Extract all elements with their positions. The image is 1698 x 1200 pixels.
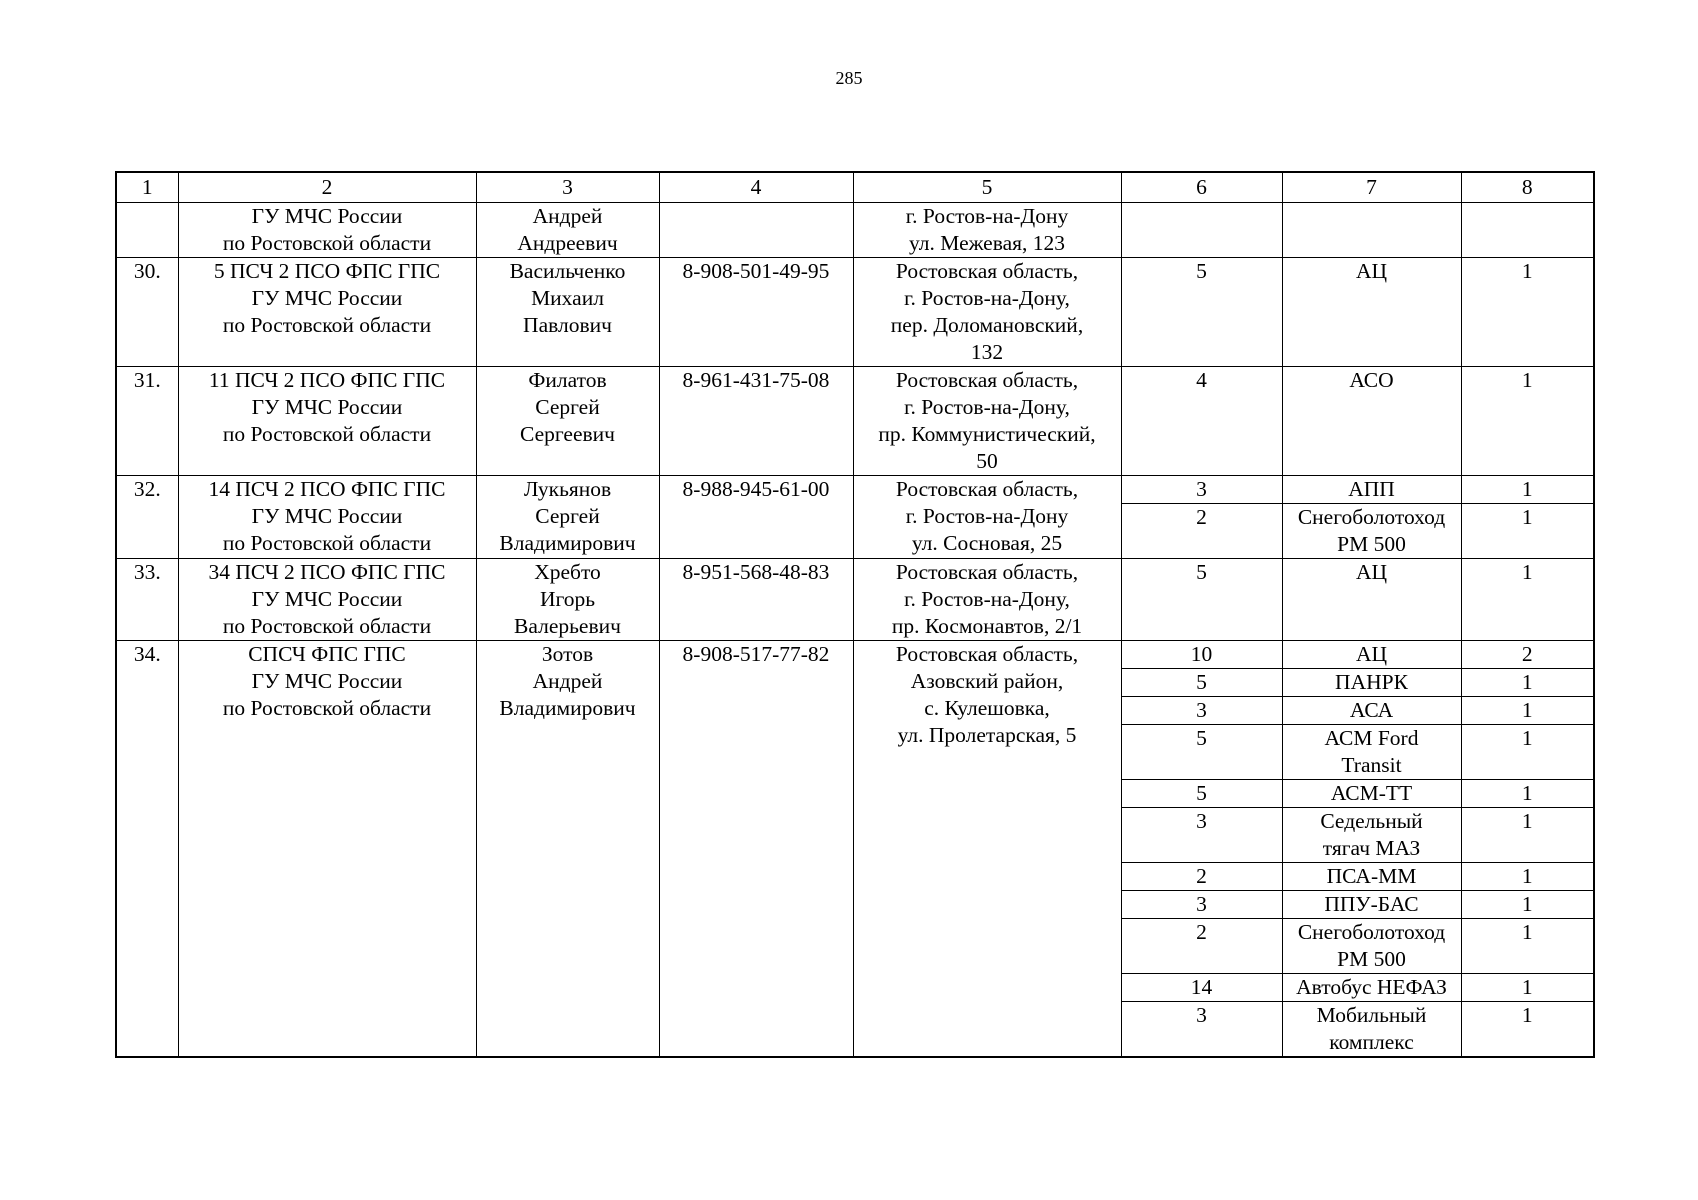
vehicle-type-cell — [1282, 669, 1461, 697]
address-line: с. Кулешовка, — [924, 696, 1050, 720]
person-name-cell-line: Михаил — [531, 286, 604, 310]
phone-cell: 8-961-431-75-08 — [659, 367, 853, 476]
header-cell: 7 — [1282, 172, 1461, 203]
crew-count-cell: 5 — [1121, 780, 1282, 808]
vehicle-type-cell — [1282, 258, 1461, 367]
vehicle-count-cell: 1 — [1461, 919, 1594, 974]
person-name-cell — [476, 559, 659, 641]
address-line: пр. Космонавтов, 2/1 — [891, 614, 1083, 638]
person-name-cell — [476, 476, 659, 559]
row-number-cell: 33. — [116, 559, 178, 641]
header-cell: 6 — [1121, 172, 1282, 203]
crew-count-cell: 3 — [1121, 476, 1282, 504]
organization-cell-line: по Ростовской области — [222, 531, 432, 555]
person-name-cell-line: Сергеевич — [520, 422, 615, 446]
vehicle-type-line: АЦ — [1355, 259, 1388, 283]
address-cell — [853, 476, 1121, 559]
vehicle-type-cell — [1282, 1002, 1461, 1058]
person-name-cell-line: Андреевич — [517, 231, 618, 255]
vehicle-type-line: комплекс — [1329, 1030, 1414, 1054]
address-line: 50 — [976, 449, 998, 473]
vehicle-type-line: РМ 500 — [1337, 947, 1406, 971]
header-row — [116, 172, 1594, 203]
organization-cell-line: ГУ МЧС России — [251, 587, 403, 611]
address-line: г. Ростов-на-Дону, — [904, 286, 1070, 310]
crew-count-cell: 2 — [1121, 863, 1282, 891]
vehicle-type-cell — [1282, 974, 1461, 1002]
phone-cell: 8-908-517-77-82 — [659, 641, 853, 1058]
table-body — [116, 172, 1594, 1057]
phone-cell: 8-988-945-61-00 — [659, 476, 853, 559]
organization-cell-line: ГУ МЧС России — [251, 504, 403, 528]
crew-count-cell: 2 — [1121, 919, 1282, 974]
organization-cell-line: по Ростовской области — [222, 614, 432, 638]
address-line: Ростовская область, — [895, 642, 1079, 666]
header-cell: 5 — [853, 172, 1121, 203]
address-line: ул. Пролетарская, 5 — [897, 723, 1077, 747]
vehicle-type-line: АПП — [1348, 477, 1395, 501]
vehicle-type-line: ПСА-ММ — [1326, 864, 1417, 888]
crew-count-cell: 2 — [1121, 504, 1282, 559]
vehicle-type-line: РМ 500 — [1337, 532, 1406, 556]
vehicle-type-line: ППУ-БАС — [1324, 892, 1419, 916]
table-row — [116, 476, 1594, 504]
vehicle-type-line: АСА — [1349, 698, 1394, 722]
address-line: г. Ростов-на-Дону, — [904, 587, 1070, 611]
address-line: г. Ростов-на-Дону, — [904, 395, 1070, 419]
vehicle-count-cell: 2 — [1461, 641, 1594, 669]
vehicle-type-cell — [1282, 559, 1461, 641]
organization-cell-line: ГУ МЧС России — [251, 395, 403, 419]
person-name-cell-line: Игорь — [539, 587, 596, 611]
person-name-cell — [476, 641, 659, 1058]
address-line: г. Ростов-на-Дону — [905, 504, 1069, 528]
table-row — [116, 559, 1594, 641]
person-name-cell-line: Хребто — [534, 560, 601, 584]
crew-count-cell — [1121, 203, 1282, 258]
organization-cell-line: ГУ МЧС России — [251, 669, 403, 693]
organization-cell-line: 5 ПСЧ 2 ПСО ФПС ГПС — [213, 259, 441, 283]
organization-cell-line: ГУ МЧС России — [251, 204, 403, 228]
address-line: Ростовская область, — [895, 368, 1079, 392]
vehicle-type-line: Transit — [1341, 753, 1402, 777]
vehicle-count-cell: 1 — [1461, 258, 1594, 367]
vehicle-type-cell — [1282, 476, 1461, 504]
person-name-cell-line: Лукьянов — [523, 477, 612, 501]
phone-cell — [659, 203, 853, 258]
vehicle-type-line: АСМ-ТТ — [1330, 781, 1413, 805]
vehicle-type-line: АЦ — [1355, 560, 1388, 584]
address-line: г. Ростов-на-Дону — [905, 204, 1069, 228]
vehicle-type-cell — [1282, 863, 1461, 891]
person-name-cell-line: Валерьевич — [514, 614, 621, 638]
vehicle-count-cell: 1 — [1461, 891, 1594, 919]
vehicle-type-line: ПАНРК — [1335, 670, 1408, 694]
vehicle-count-cell: 1 — [1461, 808, 1594, 863]
table-row — [116, 203, 1594, 258]
crew-count-cell: 5 — [1121, 258, 1282, 367]
organization-cell — [178, 258, 476, 367]
vehicle-type-cell — [1282, 808, 1461, 863]
address-cell — [853, 203, 1121, 258]
vehicle-type-line: Автобус НЕФАЗ — [1296, 975, 1447, 999]
row-number-cell — [116, 203, 178, 258]
vehicle-type-cell — [1282, 891, 1461, 919]
address-line: ул. Сосновая, 25 — [911, 531, 1063, 555]
vehicle-count-cell: 1 — [1461, 697, 1594, 725]
table-row — [116, 258, 1594, 367]
vehicle-type-line: тягач МАЗ — [1322, 836, 1421, 860]
vehicle-count-cell — [1461, 203, 1594, 258]
address-line: Азовский район, — [910, 669, 1064, 693]
vehicle-type-line: Снегоболотоход — [1297, 505, 1446, 529]
address-line: пер. Доломановский, — [890, 313, 1084, 337]
organization-cell — [178, 367, 476, 476]
vehicle-type-line: Седельный — [1320, 809, 1423, 833]
address-line: 132 — [970, 340, 1004, 364]
vehicle-type-line: Мобильный — [1316, 1003, 1427, 1027]
vehicle-type-cell — [1282, 725, 1461, 780]
person-name-cell-line: Васильченко — [509, 259, 626, 283]
vehicle-type-line: Снегоболотоход — [1297, 920, 1446, 944]
organization-cell — [178, 641, 476, 1058]
organization-cell-line: 11 ПСЧ 2 ПСО ФПС ГПС — [208, 368, 446, 392]
organization-cell-line: по Ростовской области — [222, 231, 432, 255]
page-number: 285 — [835, 68, 863, 88]
row-number-cell: 32. — [116, 476, 178, 559]
person-name-cell-line: Филатов — [528, 368, 607, 392]
phone-cell: 8-951-568-48-83 — [659, 559, 853, 641]
address-cell — [853, 367, 1121, 476]
organization-cell-line: СПСЧ ФПС ГПС — [248, 642, 406, 666]
crew-count-cell: 10 — [1121, 641, 1282, 669]
equipment-table — [115, 171, 1595, 1058]
organization-cell-line: 14 ПСЧ 2 ПСО ФПС ГПС — [208, 477, 446, 501]
person-name-cell — [476, 203, 659, 258]
vehicle-count-cell: 1 — [1461, 367, 1594, 476]
vehicle-count-cell: 1 — [1461, 780, 1594, 808]
vehicle-type-line: АЦ — [1355, 642, 1388, 666]
vehicle-type-cell — [1282, 697, 1461, 725]
address-cell — [853, 258, 1121, 367]
address-line: Ростовская область, — [895, 560, 1079, 584]
crew-count-cell: 5 — [1121, 725, 1282, 780]
crew-count-cell: 4 — [1121, 367, 1282, 476]
crew-count-cell: 3 — [1121, 891, 1282, 919]
vehicle-type-line: АСО — [1349, 368, 1394, 392]
address-cell — [853, 641, 1121, 1058]
vehicle-count-cell: 1 — [1461, 559, 1594, 641]
header-cell: 4 — [659, 172, 853, 203]
vehicle-type-cell — [1282, 780, 1461, 808]
vehicle-type-cell — [1282, 367, 1461, 476]
person-name-cell-line: Зотов — [541, 642, 594, 666]
row-number-cell: 30. — [116, 258, 178, 367]
vehicle-type-cell — [1282, 641, 1461, 669]
organization-cell-line: 34 ПСЧ 2 ПСО ФПС ГПС — [208, 560, 446, 584]
vehicle-count-cell: 1 — [1461, 669, 1594, 697]
person-name-cell-line: Владимирович — [499, 696, 636, 720]
organization-cell — [178, 203, 476, 258]
vehicle-count-cell: 1 — [1461, 504, 1594, 559]
organization-cell — [178, 559, 476, 641]
organization-cell-line: по Ростовской области — [222, 313, 432, 337]
organization-cell-line: по Ростовской области — [222, 696, 432, 720]
header-cell: 3 — [476, 172, 659, 203]
address-line: ул. Межевая, 123 — [908, 231, 1066, 255]
vehicle-type-cell — [1282, 504, 1461, 559]
crew-count-cell: 3 — [1121, 808, 1282, 863]
person-name-cell-line: Павлович — [523, 313, 612, 337]
address-line: пр. Коммунистический, — [878, 422, 1096, 446]
address-line: Ростовская область, — [895, 477, 1079, 501]
person-name-cell-line: Сергей — [535, 504, 600, 528]
crew-count-cell: 3 — [1121, 697, 1282, 725]
table-row — [116, 367, 1594, 476]
person-name-cell-line: Сергей — [535, 395, 600, 419]
row-number-cell: 31. — [116, 367, 178, 476]
person-name-cell-line: Владимирович — [499, 531, 636, 555]
crew-count-cell: 5 — [1121, 559, 1282, 641]
vehicle-type-cell — [1282, 203, 1461, 258]
person-name-cell-line: Андрей — [532, 669, 603, 693]
vehicle-type-cell — [1282, 919, 1461, 974]
organization-cell — [178, 476, 476, 559]
vehicle-count-cell: 1 — [1461, 1002, 1594, 1058]
vehicle-type-line: АСМ Ford — [1324, 726, 1419, 750]
phone-cell: 8-908-501-49-95 — [659, 258, 853, 367]
header-cell: 2 — [178, 172, 476, 203]
person-name-cell — [476, 258, 659, 367]
organization-cell-line: по Ростовской области — [222, 422, 432, 446]
person-name-cell-line: Андрей — [532, 204, 603, 228]
organization-cell-line: ГУ МЧС России — [251, 286, 403, 310]
address-line: Ростовская область, — [895, 259, 1079, 283]
row-number-cell: 34. — [116, 641, 178, 1058]
crew-count-cell: 14 — [1121, 974, 1282, 1002]
person-name-cell — [476, 367, 659, 476]
vehicle-count-cell: 1 — [1461, 863, 1594, 891]
address-cell — [853, 559, 1121, 641]
vehicle-count-cell: 1 — [1461, 974, 1594, 1002]
crew-count-cell: 3 — [1121, 1002, 1282, 1058]
crew-count-cell: 5 — [1121, 669, 1282, 697]
header-cell: 1 — [116, 172, 178, 203]
table-row — [116, 641, 1594, 669]
vehicle-count-cell: 1 — [1461, 476, 1594, 504]
vehicle-count-cell: 1 — [1461, 725, 1594, 780]
header-cell: 8 — [1461, 172, 1594, 203]
